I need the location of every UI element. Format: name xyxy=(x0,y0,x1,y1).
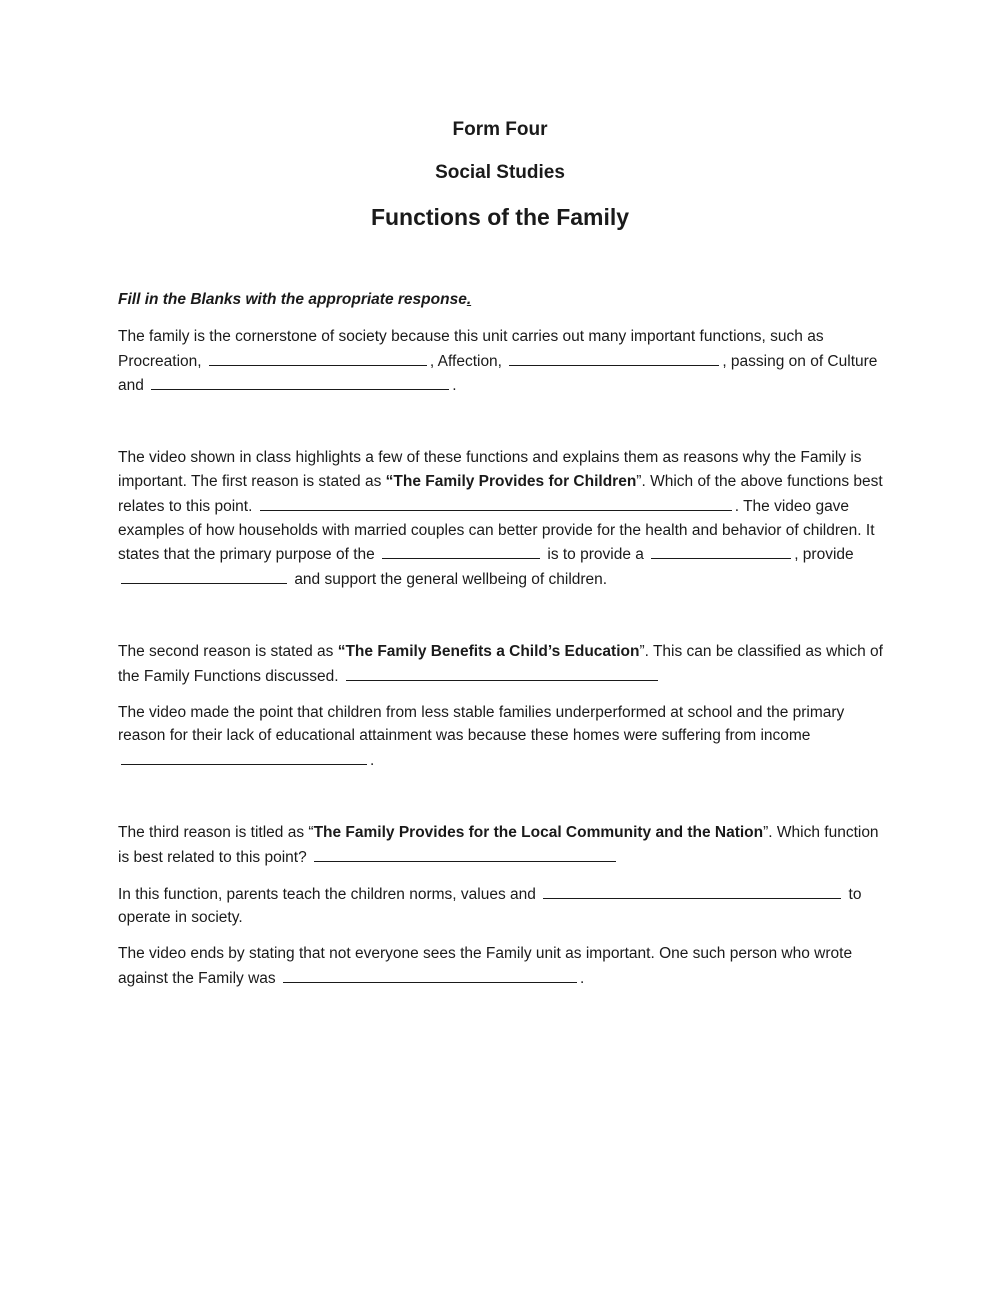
blank-provide-1[interactable] xyxy=(651,542,791,559)
blank-income[interactable] xyxy=(121,748,367,765)
blank-provide-2[interactable] xyxy=(121,567,287,584)
p4-text-a: The video made the point that children from less stable families underperformed at school and the primary reason for their lack of educational attainment was because these homes were suffering from income xyxy=(118,703,845,745)
paragraph-functions-intro xyxy=(118,325,888,398)
instructions xyxy=(118,288,888,312)
blank-function-1[interactable] xyxy=(209,349,427,366)
blank-first-reason-function[interactable] xyxy=(260,494,732,511)
p4-text-b: . xyxy=(370,752,375,770)
p6-text-b: to operate in society. xyxy=(118,885,862,927)
p2-quote: “The Family Provides for Children xyxy=(385,472,637,490)
instruction-period: . xyxy=(466,291,472,308)
p3-text-a: The second reason is stated as xyxy=(118,642,334,660)
form-level-heading: Form Four xyxy=(452,119,548,140)
p1-text-a: The family is the cornerstone of society because this unit carries out many important functions, such as Procreation, xyxy=(118,327,824,370)
paragraph-first-reason xyxy=(118,446,888,592)
p2-text-e: , provide xyxy=(794,546,854,564)
topic-title: Functions of the Family xyxy=(370,204,630,230)
p5-text-a: The third reason is titled as “ xyxy=(118,823,314,841)
subject-heading: Social Studies xyxy=(435,162,565,183)
p1-text-d: . xyxy=(452,377,457,395)
blank-second-reason-function[interactable] xyxy=(346,664,658,681)
blank-function-3[interactable] xyxy=(151,373,449,390)
p5-text-b: ”. Which function is best related to this point? xyxy=(118,823,879,866)
paragraph-third-reason xyxy=(118,821,888,870)
paragraph-against-family xyxy=(118,942,888,991)
blank-third-reason-function[interactable] xyxy=(314,845,616,862)
instruction-text: Fill in the Blanks with the appropriate response xyxy=(118,291,467,308)
p1-text-b: , Affection, xyxy=(429,352,502,370)
p5-quote: The Family Provides for the Local Community and the Nation xyxy=(313,823,764,841)
paragraph-education-income xyxy=(118,701,888,773)
p1-text-c: , passing on of Culture and xyxy=(118,352,878,395)
p3-quote: “The Family Benefits a Child’s Education xyxy=(337,642,640,660)
p6-text-a: In this function, parents teach the children norms, values and xyxy=(118,885,536,903)
p7-text-b: . xyxy=(579,969,585,987)
blank-norms-values[interactable] xyxy=(543,882,841,899)
p2-text-d: is to provide a xyxy=(547,546,644,564)
paragraph-norms-values xyxy=(118,882,888,931)
blank-primary-purpose-subject[interactable] xyxy=(382,542,540,559)
p3-text-b: ”. This can be classified as which of the Family Functions discussed. xyxy=(118,642,883,685)
worksheet-body xyxy=(118,288,888,1003)
blank-function-2[interactable] xyxy=(509,349,719,366)
blank-critic-name[interactable] xyxy=(283,966,577,983)
paragraph-second-reason xyxy=(118,640,888,689)
p2-text-c: . The video gave examples of how households with married couples can better provide for the health and behavior of children. It states that the primary purpose of the xyxy=(118,497,875,564)
p2-text-f: and support the general wellbeing of children. xyxy=(294,571,608,589)
p2-text-b: ”. Which of the above functions best relates to this point. xyxy=(118,472,883,515)
p7-text-a: The video ends by stating that not everyone sees the Family unit as important. One such person who wrote against the Family was xyxy=(118,945,853,987)
p2-text-a: The video shown in class highlights a few of these functions and explains them as reasons why the Family is important. The first reason is stated as xyxy=(118,449,862,490)
